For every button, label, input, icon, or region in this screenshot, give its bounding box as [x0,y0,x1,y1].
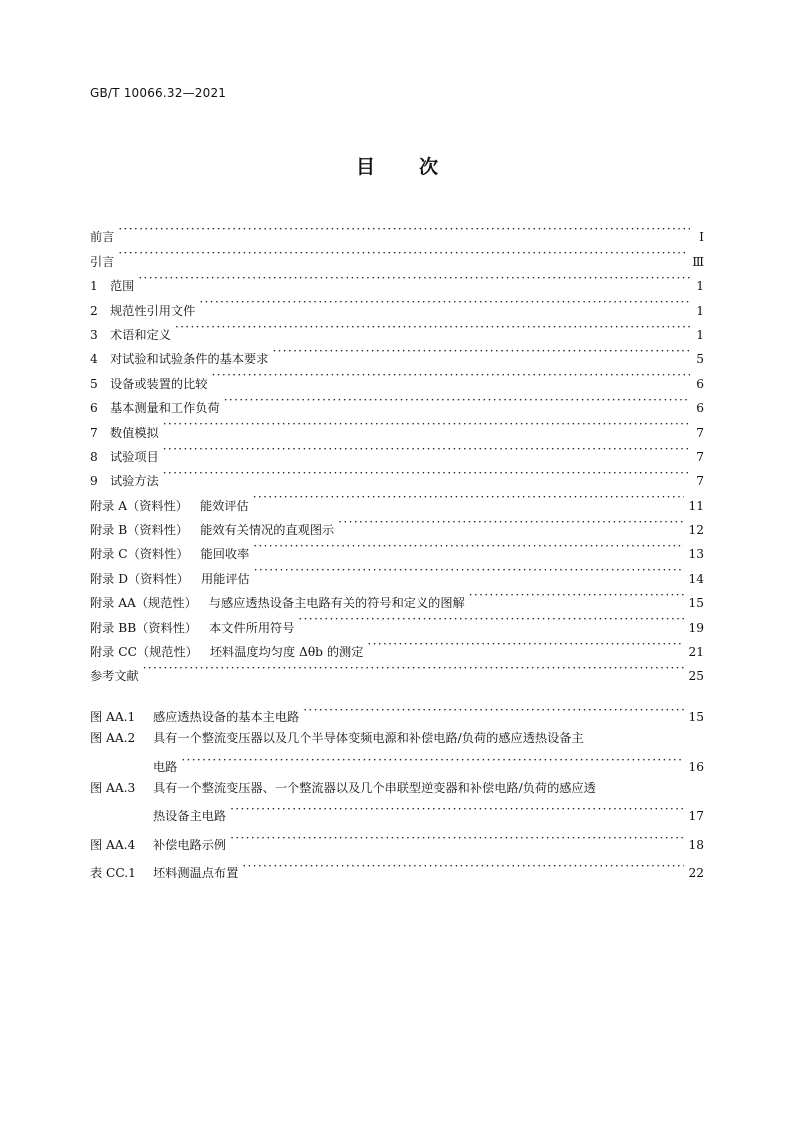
toc-page-number: 15 [688,596,704,611]
toc-entry[interactable] [90,217,704,245]
toc-entry-title [90,664,139,688]
toc-entry[interactable] [90,412,704,440]
toc-page-number: 14 [688,571,704,586]
toc-entry-title [90,274,134,298]
toc-entry-label: 基本测量和工作负荷 [110,401,220,416]
figure-number: 图 AA.3 [90,780,136,795]
toc-entry-number: 2 [90,303,98,318]
figure-number: 图 AA.1 [90,710,136,725]
figure-title-line: 感应透热设备的基本主电路 [153,710,300,725]
toc-page-number: 21 [688,645,704,660]
toc-page-number: 11 [688,498,704,513]
toc-entry-label: 本文件所用符号 [209,620,295,635]
toc-entry[interactable] [90,485,704,513]
toc-entry-label: 术语和定义 [110,327,171,342]
toc-entry-annex: 附录 A（资料性） [90,498,188,513]
toc-page-number: Ⅲ [692,254,704,269]
figure-entry[interactable] [90,778,704,828]
toc-entry-label: 能效有关情况的直观图示 [200,523,335,538]
table-of-contents [90,217,704,684]
toc-page-number: 1 [696,279,704,294]
toc-page-number: 25 [688,669,704,684]
leader-dots [163,461,690,485]
toc-entry-label: 前言 [90,230,115,245]
figure-title-line: 热设备主电路 [153,809,227,824]
figure-title [90,863,238,884]
figure-title-line: 电路 [153,759,178,774]
toc-entry-label: 能效评估 [200,498,249,513]
leader-dots [253,485,685,509]
figure-page-number: 15 [688,710,704,725]
toc-entry-title [90,567,250,591]
toc-page-number: 6 [696,376,704,391]
toc-entry-label: 试验项目 [110,449,159,464]
toc-page-number: 1 [696,303,704,318]
toc-entry-annex: 附录 CC（规范性） [90,645,198,660]
leader-dots [199,290,690,314]
toc-entry-title [90,445,159,469]
toc-entry-number: 6 [90,401,98,416]
figure-title-line: 具有一个整流变压器以及几个半导体变频电源和补偿电路/负荷的感应透热设备主 [153,731,584,746]
toc-entry-label: 能回收率 [200,547,250,562]
figure-entry[interactable] [90,728,704,778]
toc-entry-annex: 附录 BB（资料性） [90,620,198,635]
toc-entry-label: 参考文献 [90,669,139,684]
figure-list [90,700,704,884]
toc-entry-annex: 附录 B（资料性） [90,523,189,538]
leader-dots [118,241,688,265]
toc-entry[interactable] [90,437,704,464]
leader-dots [254,558,685,582]
toc-entry-title [90,250,114,274]
leader-dots [212,363,691,387]
figure-number: 表 CC.1 [90,866,136,881]
leader-dots [230,828,684,849]
toc-entry-label: 数值模拟 [110,425,159,440]
leader-dots [138,266,690,290]
leader-dots [469,583,685,607]
leader-dots [303,700,684,721]
figure-number: 图 AA.2 [90,731,136,746]
leader-dots [175,315,690,339]
toc-page-number: Ⅰ [699,230,704,245]
toc-entry-number: 4 [90,352,98,367]
toc-entry-label: 与感应透热设备主电路有关的符号和定义的图解 [208,596,465,611]
toc-page-number: 7 [696,474,704,489]
toc-entry-label: 范围 [110,279,135,294]
toc-entry[interactable] [90,266,704,294]
toc-entry-title [90,372,208,396]
toc-page-number: 13 [688,547,704,562]
figure-page-number: 16 [688,759,704,774]
toc-entry-title [90,225,114,249]
toc-page-number: 7 [696,449,704,464]
figure-title [90,835,226,856]
leader-dots [181,750,684,771]
toc-entry-label: 引言 [90,254,115,269]
figure-page-number: 22 [688,866,704,881]
toc-entry[interactable] [90,241,704,269]
figure-entry[interactable] [90,828,704,856]
toc-page-number: 19 [688,620,704,635]
figure-title-line: 补偿电路示例 [153,837,227,852]
figure-title [90,757,177,778]
leader-dots [242,856,684,877]
leader-dots [230,799,684,820]
toc-entry-label: 规范性引用文件 [110,303,196,318]
leader-dots [224,388,690,412]
toc-entry-title [90,323,171,347]
toc-entry[interactable] [90,339,704,367]
figure-title [90,806,226,827]
toc-entry-annex: 附录 D（资料性） [90,571,189,586]
toc-entry-title [90,494,249,518]
toc-entry[interactable] [90,656,704,684]
figure-entry[interactable] [90,856,704,884]
toc-entry-number: 3 [90,327,98,342]
leader-dots [143,656,685,680]
toc-entry-title [90,469,159,493]
figure-page-number: 17 [688,809,704,824]
leader-dots [272,339,690,363]
toc-entry[interactable] [90,315,704,342]
toc-entry-title [90,421,159,445]
toc-entry-annex: 附录 AA（规范性） [90,596,197,611]
figure-entry[interactable] [90,700,704,728]
toc-page-number: 6 [696,401,704,416]
toc-entry-number: 1 [90,279,98,294]
standard-number: GB/T 10066.32—2021 [90,86,227,100]
figure-title-line: 坯料测温点布置 [153,866,239,881]
toc-entry-title [90,542,249,566]
leader-dots [163,412,690,436]
toc-entry-title [90,616,294,640]
toc-entry[interactable] [90,461,704,489]
toc-entry-number: 9 [90,474,98,489]
figure-page-number: 18 [688,837,704,852]
leader-dots [163,437,690,461]
page-title: 目次 [355,156,482,178]
leader-dots [298,607,684,631]
toc-entry-label: 试验方法 [110,474,159,489]
toc-entry-label: 坯料温度均匀度 Δθb 的测定 [209,645,364,660]
toc-page-number: 5 [696,352,704,367]
toc-entry-number: 7 [90,425,98,440]
leader-dots [253,534,684,558]
leader-dots [367,632,684,656]
figure-title-line: 具有一个整流变压器、一个整流器以及几个串联型逆变器和补偿电路/负荷的感应透 [153,780,596,795]
toc-entry-annex: 附录 C（资料性） [90,547,189,562]
figure-title [90,707,299,728]
figure-title [90,781,596,795]
toc-page-number: 7 [696,425,704,440]
leader-dots [338,510,684,534]
toc-entry-label: 设备或装置的比较 [110,376,208,391]
toc-entry-number: 5 [90,376,98,391]
toc-entry-label: 用能评估 [200,571,250,586]
figure-number: 图 AA.4 [90,837,136,852]
figure-title [90,731,584,745]
toc-entry-number: 8 [90,449,98,464]
toc-page-number: 1 [696,327,704,342]
toc-page-number: 12 [688,523,704,538]
toc-entry-label: 对试验和试验条件的基本要求 [110,352,269,367]
toc-entry[interactable] [90,290,704,318]
leader-dots [118,217,690,241]
